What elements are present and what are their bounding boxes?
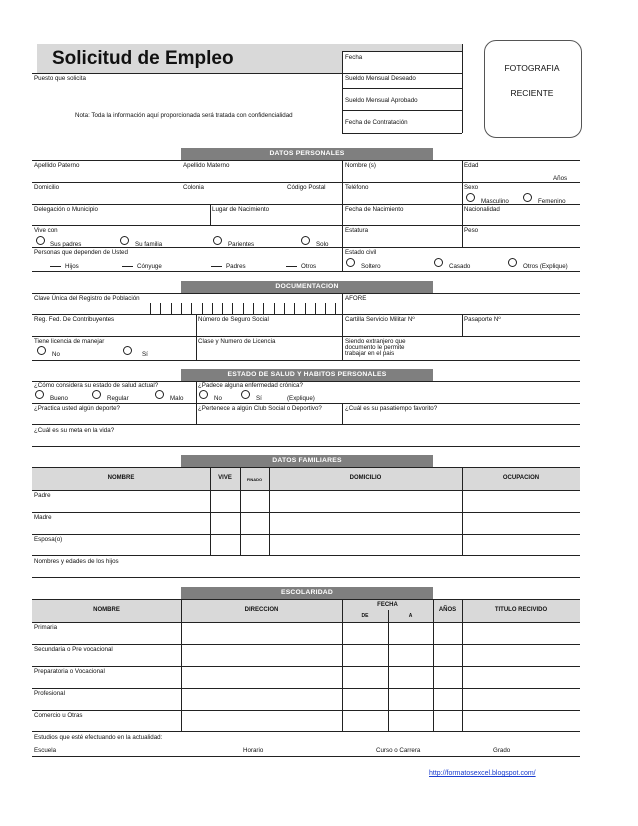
- curp-char-tick: [160, 303, 161, 314]
- puesto-label[interactable]: Puesto que solicita: [34, 75, 86, 82]
- col-titulo: TITULO RECIVIDO: [494, 607, 548, 613]
- col-vive: VIVE: [218, 475, 232, 481]
- estudios-actuales-label: Estudios que esté efectuando en la actualidad:: [34, 734, 163, 741]
- conyuge-blank[interactable]: [122, 266, 133, 267]
- sexo-label: Sexo: [464, 184, 479, 191]
- extranjero-label-3: trabajar en el pais: [345, 350, 395, 357]
- col-direccion: DIRECCION: [244, 607, 279, 613]
- hijos-label: Hijos: [65, 263, 79, 270]
- col-fecha-de: DE: [361, 613, 369, 619]
- estatura-label[interactable]: Estatura: [345, 227, 369, 234]
- club-label[interactable]: ¿Pertenece a algún Club Social o Deportivo?: [198, 405, 322, 412]
- pasatiempo-label[interactable]: ¿Cuál es su pasatiempo favorito?: [345, 405, 438, 412]
- casado-label: Casado: [449, 263, 471, 270]
- su-familia-radio[interactable]: [120, 236, 129, 245]
- soltero-radio[interactable]: [346, 258, 355, 267]
- section-familiares: DATOS FAMILIARES: [181, 455, 433, 467]
- rfc-label[interactable]: Reg. Fed. De Contribuyentes: [34, 316, 115, 323]
- escolaridad-row-secundaria[interactable]: Secundaria o Pre vocacional: [34, 646, 113, 653]
- extranjero-label-2: documento le permite: [345, 344, 405, 351]
- licencia-no-radio[interactable]: [37, 346, 46, 355]
- curp-char-tick: [253, 303, 254, 314]
- delegacion-label[interactable]: Delegación o Municipio: [34, 206, 98, 213]
- colonia-label[interactable]: Colonia: [183, 184, 204, 191]
- otros-label: Otros: [301, 263, 317, 270]
- nombre-label[interactable]: Nombre (s): [345, 162, 376, 169]
- col-finado: FINADO: [246, 477, 263, 482]
- licencia-si-label: Sí: [142, 351, 148, 358]
- curp-char-tick: [232, 303, 233, 314]
- conyuge-label: Cónyuge: [137, 263, 162, 270]
- escolaridad-row-preparatoria[interactable]: Preparatoria o Vocacional: [34, 668, 105, 675]
- enfermedad-label: ¿Padece alguna enfermedad crónica?: [198, 382, 303, 389]
- parientes-radio[interactable]: [213, 236, 222, 245]
- col-fecha: FECHA: [377, 602, 398, 608]
- sus-padres-label: Sus padres: [50, 241, 82, 248]
- familiar-row-esposa[interactable]: Esposa(o): [34, 536, 63, 543]
- curp-char-tick: [181, 303, 182, 314]
- femenino-radio[interactable]: [523, 193, 532, 202]
- femenino-label: Femenino: [538, 198, 566, 205]
- licencia-no-label: No: [52, 351, 60, 358]
- curp-char-tick: [274, 303, 275, 314]
- escolaridad-row-primaria[interactable]: Primaria: [34, 624, 58, 631]
- bueno-label: Bueno: [50, 395, 68, 402]
- masculino-label: Masculino: [481, 198, 509, 205]
- solo-radio[interactable]: [301, 236, 310, 245]
- personas-dependen-label: Personas que dependen de Usted: [34, 249, 128, 256]
- sus-padres-radio[interactable]: [36, 236, 45, 245]
- escolaridad-row-profesional[interactable]: Profesional: [34, 690, 65, 697]
- enfermedad-si-label: Sí: [256, 395, 262, 402]
- photo-label-2: RECIENTE: [510, 88, 554, 98]
- section-escolaridad: ESCOLARIDAD: [181, 587, 433, 599]
- curp-char-tick: [305, 303, 306, 314]
- curp-label[interactable]: Clave Única del Registro de Población: [34, 295, 140, 302]
- deporte-label[interactable]: ¿Practica usted algún deporte?: [34, 405, 120, 412]
- soltero-label: Soltero: [361, 263, 381, 270]
- otros-explique-radio[interactable]: [508, 258, 517, 267]
- nacionalidad-label[interactable]: Nacionalidad: [464, 206, 500, 213]
- regular-radio[interactable]: [92, 390, 101, 399]
- curp-char-tick: [263, 303, 264, 314]
- curp-char-tick: [335, 303, 336, 314]
- edad-label[interactable]: Edad: [464, 162, 479, 169]
- apellido-materno-label[interactable]: Apellido Materno: [183, 162, 230, 169]
- estado-civil-label: Estado civil: [345, 249, 377, 256]
- section-datos-personales: DATOS PERSONALES: [181, 148, 433, 160]
- bueno-radio[interactable]: [35, 390, 44, 399]
- confidentiality-note: Nota: Toda la información aquí proporcionada será tratada con confidencialidad: [75, 112, 293, 119]
- curp-char-tick: [294, 303, 295, 314]
- curp-char-tick: [150, 303, 151, 314]
- curp-char-tick: [243, 303, 244, 314]
- col-nombre-escuela: NOMBRE: [93, 607, 120, 613]
- explique-label: (Explique): [287, 395, 315, 402]
- section-documentacion: DOCUMENTACION: [181, 281, 433, 293]
- casado-radio[interactable]: [434, 258, 443, 267]
- col-ocupacion: OCUPACION: [502, 475, 540, 481]
- sueldo-deseado-label[interactable]: Sueldo Mensual Deseado: [345, 75, 416, 82]
- familiar-row-madre[interactable]: Madre: [34, 514, 52, 521]
- page-title: Solicitud de Empleo: [52, 48, 234, 69]
- padres-label: Padres: [226, 263, 246, 270]
- escolaridad-row-comercio[interactable]: Comercio u Otras: [34, 712, 83, 719]
- footer-link[interactable]: http://formatosexcel.blogspot.com/: [429, 770, 536, 777]
- header-side-band: [342, 44, 462, 51]
- otros-blank[interactable]: [286, 266, 297, 267]
- cartilla-label[interactable]: Cartilla Servicio Militar Nº: [345, 316, 415, 323]
- parientes-label: Parientes: [228, 241, 255, 248]
- col-nombre-familia: NOMBRE: [107, 475, 135, 481]
- col-anios: AÑOS: [438, 607, 457, 613]
- domicilio-label[interactable]: Domicilio: [34, 184, 60, 191]
- apellido-paterno-label[interactable]: Apellido Paterno: [34, 162, 80, 169]
- malo-label: Malo: [170, 395, 184, 402]
- curp-char-tick: [315, 303, 316, 314]
- otros-explique-label: Otros (Explique): [523, 263, 568, 270]
- padres-blank[interactable]: [211, 266, 222, 267]
- photo-label-1: FOTOGRAFIA: [504, 63, 560, 73]
- clase-licencia-label[interactable]: Clase y Numero de Licencia: [198, 338, 276, 345]
- col-domicilio-familia: DOMICILIO: [349, 475, 382, 481]
- familiar-row-padre[interactable]: Padre: [34, 492, 51, 499]
- afore-label[interactable]: AFORE: [345, 295, 367, 302]
- estado-salud-label: ¿Cómo considera su estado de salud actual?: [34, 382, 159, 389]
- fecha-label[interactable]: Fecha: [345, 54, 363, 61]
- licencia-si-radio[interactable]: [123, 346, 132, 355]
- curp-char-tick: [222, 303, 223, 314]
- vive-con-label: Vive con: [34, 227, 58, 234]
- solo-label: Solo: [316, 241, 329, 248]
- escuela-label[interactable]: Escuela: [34, 747, 57, 754]
- col-fecha-a: A: [408, 613, 413, 619]
- enfermedad-no-radio[interactable]: [199, 390, 208, 399]
- meta-label[interactable]: ¿Cuál es su meta en la vida?: [34, 427, 115, 434]
- codigo-postal-label[interactable]: Código Postal: [287, 184, 326, 191]
- section-salud: ESTADO DE SALUD Y HABITOS PERSONALES: [181, 369, 433, 381]
- curp-char-tick: [284, 303, 285, 314]
- extranjero-label-1: Siendo extranjero que: [345, 338, 406, 345]
- curso-label[interactable]: Curso o Carrera: [376, 747, 421, 754]
- licencia-label: Tiene licencia de manejar: [34, 338, 105, 345]
- curp-char-tick: [325, 303, 326, 314]
- curp-char-tick: [212, 303, 213, 314]
- fecha-contratacion-label[interactable]: Fecha de Contratación: [345, 119, 408, 126]
- peso-label[interactable]: Peso: [464, 227, 479, 234]
- sueldo-aprobado-label[interactable]: Sueldo Mensual Aprobado: [345, 97, 418, 104]
- telefono-label[interactable]: Teléfono: [345, 184, 369, 191]
- fecha-nacimiento-label[interactable]: Fecha de Nacimiento: [345, 206, 404, 213]
- curp-char-tick: [191, 303, 192, 314]
- su-familia-label: Su familia: [135, 241, 163, 248]
- curp-char-tick: [171, 303, 172, 314]
- pasaporte-label[interactable]: Pasaporte Nº: [464, 316, 501, 323]
- grado-label[interactable]: Grado: [493, 747, 511, 754]
- hijos-blank[interactable]: [50, 266, 61, 267]
- enfermedad-si-radio[interactable]: [241, 390, 250, 399]
- nss-label[interactable]: Número de Seguro Social: [198, 316, 269, 323]
- malo-radio[interactable]: [155, 390, 164, 399]
- anios-label: Años: [553, 175, 568, 182]
- hijos-nombres-label[interactable]: Nombres y edades de los hijos: [34, 558, 119, 565]
- curp-char-tick: [202, 303, 203, 314]
- regular-label: Regular: [107, 395, 129, 402]
- masculino-radio[interactable]: [466, 193, 475, 202]
- lugar-nacimiento-label[interactable]: Lugar de Nacimiento: [212, 206, 270, 213]
- enfermedad-no-label: No: [214, 395, 222, 402]
- horario-label[interactable]: Horario: [243, 747, 264, 754]
